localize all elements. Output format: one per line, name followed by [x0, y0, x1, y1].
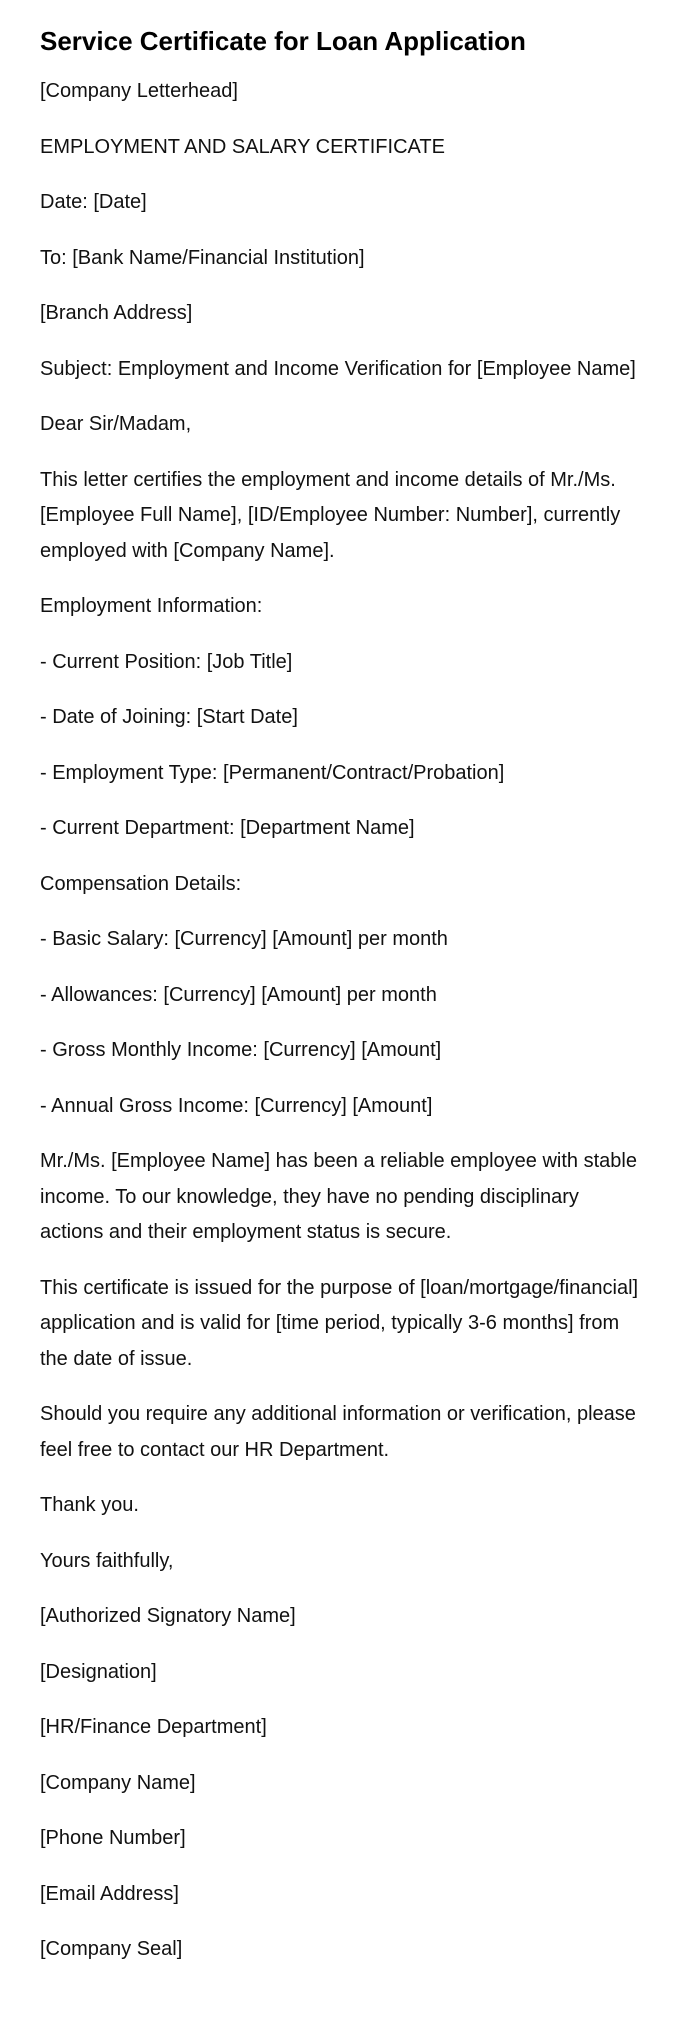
signatory-company: [Company Name]	[40, 1771, 196, 1794]
subject-line: Subject: Employment and Income Verification for [Employee Name]	[40, 357, 636, 380]
list-item-employment-type: - Employment Type: [Permanent/Contract/Probation]	[40, 761, 505, 784]
signatory-name: [Authorized Signatory Name]	[40, 1605, 296, 1627]
company-letterhead: [Company Letterhead]	[40, 80, 238, 102]
closing-line: Yours faithfully,	[40, 1549, 174, 1572]
branch-address-line: [Branch Address]	[40, 302, 193, 324]
document-title: Service Certificate for Loan Application	[40, 26, 526, 56]
purpose-paragraph: This certificate is issued for the purpose of [loan/mortgage/financial] application and is valid for [time period, typically 3-6 months] from the date of issue.	[40, 1276, 639, 1370]
list-item-gross-monthly-income: - Gross Monthly Income: [Currency] [Amount]	[40, 1039, 442, 1061]
document-body	[40, 22, 640, 1988]
reliability-paragraph: Mr./Ms. [Employee Name] has been a reliable employee with stable income. To our knowledge, they have no pending disciplinary actions and their employment status is secure.	[40, 1150, 637, 1243]
list-item-date-of-joining: - Date of Joining: [Start Date]	[40, 706, 298, 728]
certificate-heading: EMPLOYMENT AND SALARY CERTIFICATE	[40, 135, 445, 158]
list-item-current-position: - Current Position: [Job Title]	[40, 650, 293, 673]
salutation: Dear Sir/Madam,	[40, 413, 192, 435]
list-item-allowances: - Allowances: [Currency] [Amount] per month	[40, 983, 437, 1006]
date-line: Date: [Date]	[40, 191, 147, 213]
recipient-line: To: [Bank Name/Financial Institution]	[40, 246, 365, 269]
company-seal: [Company Seal]	[40, 1938, 183, 1960]
list-item-current-department: - Current Department: [Department Name]	[40, 817, 415, 839]
signatory-designation: [Designation]	[40, 1660, 157, 1683]
compensation-heading: Compensation Details:	[40, 872, 242, 895]
thank-you-line: Thank you.	[40, 1494, 139, 1516]
contact-paragraph: Should you require any additional information or verification, please feel free to contact our HR Department.	[40, 1403, 636, 1461]
list-item-basic-salary: - Basic Salary: [Currency] [Amount] per month	[40, 928, 448, 950]
employment-info-heading: Employment Information:	[40, 595, 263, 617]
list-item-annual-gross-income: - Annual Gross Income: [Currency] [Amount]	[40, 1094, 433, 1117]
signatory-email: [Email Address]	[40, 1882, 179, 1905]
signatory-phone: [Phone Number]	[40, 1827, 186, 1849]
intro-paragraph: This letter certifies the employment and income details of Mr./Ms. [Employee Full Name], [ID/Employee Number: Number], currently employed with [Company Name].	[40, 468, 621, 562]
signatory-department: [HR/Finance Department]	[40, 1716, 267, 1738]
